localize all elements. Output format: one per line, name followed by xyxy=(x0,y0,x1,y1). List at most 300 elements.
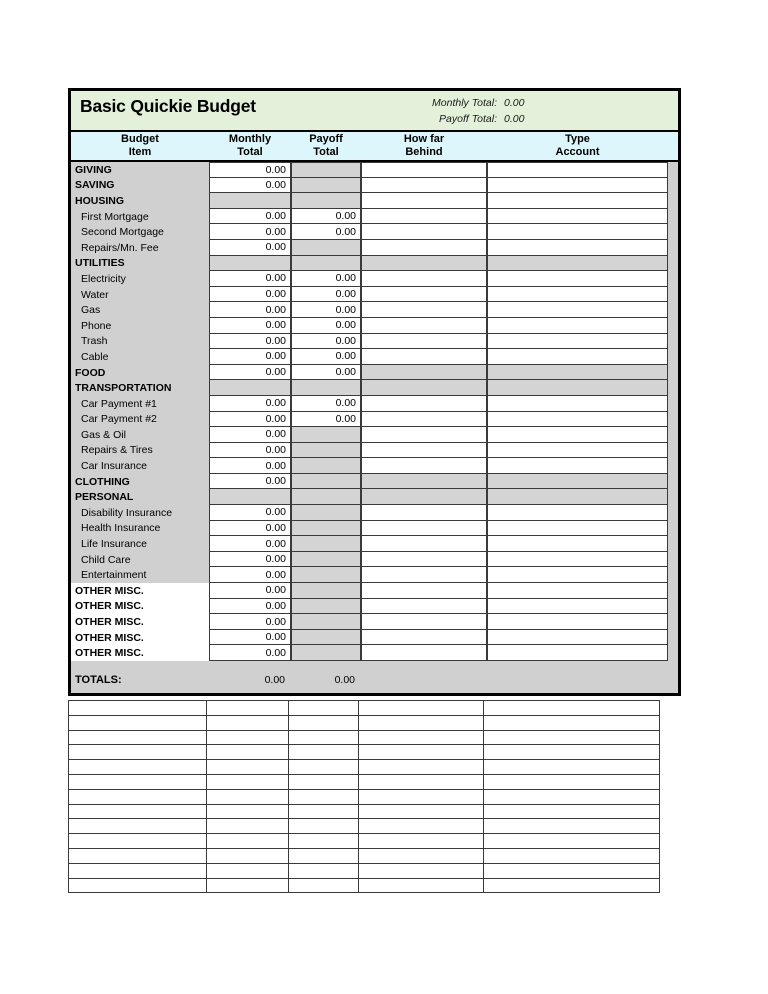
totals-row xyxy=(71,661,678,693)
payoff-total-cell[interactable]: 0.00 xyxy=(291,412,361,428)
blank-cell[interactable] xyxy=(359,790,485,805)
budget-item-label: Cable xyxy=(71,349,209,365)
budget-row[interactable] xyxy=(71,599,678,615)
payoff-total-cell[interactable] xyxy=(291,536,361,552)
budget-row[interactable] xyxy=(71,287,678,303)
payoff-total-cell[interactable] xyxy=(291,240,361,256)
blank-cell[interactable] xyxy=(484,805,660,820)
payoff-total-cell[interactable]: 0.00 xyxy=(291,365,361,381)
blank-cell[interactable] xyxy=(484,775,660,790)
row-spacer xyxy=(668,505,678,521)
blank-cell[interactable] xyxy=(289,701,359,716)
monthly-total-cell[interactable]: 0.00 xyxy=(209,599,291,615)
payoff-total-cell[interactable] xyxy=(291,162,361,178)
row-spacer xyxy=(668,209,678,225)
monthly-total-cell[interactable]: 0.00 xyxy=(209,443,291,459)
blank-cell[interactable] xyxy=(484,745,660,760)
how-far-behind-cell[interactable] xyxy=(361,505,487,521)
row-spacer xyxy=(668,489,678,505)
type-account-cell[interactable] xyxy=(487,178,668,194)
blank-cell[interactable] xyxy=(484,760,660,775)
blank-cell[interactable] xyxy=(359,849,485,864)
monthly-total-cell[interactable]: 0.00 xyxy=(209,224,291,240)
budget-item-label: Electricity xyxy=(71,271,209,287)
type-account-cell[interactable] xyxy=(487,365,668,381)
blank-cell[interactable] xyxy=(69,819,207,834)
how-far-behind-cell[interactable] xyxy=(361,334,487,350)
how-far-behind-cell[interactable] xyxy=(361,599,487,615)
how-far-behind-cell[interactable] xyxy=(361,349,487,365)
budget-row[interactable] xyxy=(71,209,678,225)
how-far-behind-cell[interactable] xyxy=(361,365,487,381)
blank-cell[interactable] xyxy=(69,790,207,805)
monthly-total-cell[interactable]: 0.00 xyxy=(209,349,291,365)
type-account-cell[interactable] xyxy=(487,256,668,272)
how-far-behind-cell[interactable] xyxy=(361,645,487,661)
totals-label: TOTALS: xyxy=(75,674,122,686)
blank-worksheet-grid xyxy=(68,700,660,893)
monthly-total-cell[interactable]: 0.00 xyxy=(209,458,291,474)
type-account-cell[interactable] xyxy=(487,224,668,240)
type-account-cell[interactable] xyxy=(487,536,668,552)
blank-cell[interactable] xyxy=(207,716,289,731)
type-account-cell[interactable] xyxy=(487,458,668,474)
blank-cell[interactable] xyxy=(69,775,207,790)
how-far-behind-cell[interactable] xyxy=(361,583,487,599)
blank-row[interactable] xyxy=(69,701,660,716)
type-account-cell[interactable] xyxy=(487,583,668,599)
blank-cell[interactable] xyxy=(207,731,289,746)
blank-cell[interactable] xyxy=(69,805,207,820)
column-header-type-account xyxy=(487,132,668,160)
blank-row[interactable] xyxy=(69,790,660,805)
type-account-cell[interactable] xyxy=(487,396,668,412)
budget-row[interactable] xyxy=(71,271,678,287)
budget-row[interactable] xyxy=(71,458,678,474)
type-account-cell[interactable] xyxy=(487,318,668,334)
payoff-total-cell[interactable] xyxy=(291,380,361,396)
row-spacer xyxy=(668,630,678,646)
payoff-total-value: 0.00 xyxy=(504,113,525,125)
payoff-total-cell[interactable] xyxy=(291,645,361,661)
monthly-total-cell[interactable]: 0.00 xyxy=(209,334,291,350)
budget-row[interactable] xyxy=(71,536,678,552)
monthly-total-cell[interactable]: 0.00 xyxy=(209,162,291,178)
monthly-total-cell[interactable]: 0.00 xyxy=(209,583,291,599)
blank-cell[interactable] xyxy=(359,864,485,879)
how-far-behind-cell[interactable] xyxy=(361,458,487,474)
blank-cell[interactable] xyxy=(69,834,207,849)
type-account-cell[interactable] xyxy=(487,489,668,505)
monthly-total-cell[interactable]: 0.00 xyxy=(209,287,291,303)
how-far-behind-cell[interactable] xyxy=(361,396,487,412)
how-far-behind-cell[interactable] xyxy=(361,443,487,459)
blank-cell[interactable] xyxy=(359,805,485,820)
payoff-total-cell[interactable]: 0.00 xyxy=(291,334,361,350)
budget-item-label: OTHER MISC. xyxy=(71,645,209,661)
how-far-behind-cell[interactable] xyxy=(361,287,487,303)
blank-cell[interactable] xyxy=(484,790,660,805)
blank-cell[interactable] xyxy=(359,731,485,746)
type-account-cell[interactable] xyxy=(487,443,668,459)
row-spacer xyxy=(668,614,678,630)
budget-item-label: Entertainment xyxy=(71,567,209,583)
monthly-total-cell[interactable]: 0.00 xyxy=(209,630,291,646)
blank-cell[interactable] xyxy=(289,879,359,894)
summary-totals xyxy=(389,95,639,127)
blank-cell[interactable] xyxy=(69,760,207,775)
how-far-behind-cell[interactable] xyxy=(361,536,487,552)
row-spacer xyxy=(668,443,678,459)
how-far-behind-cell[interactable] xyxy=(361,240,487,256)
type-account-cell[interactable] xyxy=(487,209,668,225)
monthly-total-cell[interactable]: 0.00 xyxy=(209,318,291,334)
how-far-behind-cell[interactable] xyxy=(361,318,487,334)
blank-row[interactable] xyxy=(69,760,660,775)
type-account-cell[interactable] xyxy=(487,334,668,350)
blank-cell[interactable] xyxy=(359,701,485,716)
row-spacer xyxy=(668,458,678,474)
monthly-total-cell[interactable] xyxy=(209,256,291,272)
how-far-behind-cell[interactable] xyxy=(361,489,487,505)
how-far-behind-cell[interactable] xyxy=(361,567,487,583)
row-spacer xyxy=(668,193,678,209)
row-spacer xyxy=(668,427,678,443)
budget-row[interactable] xyxy=(71,162,678,178)
budget-item-label: Second Mortgage xyxy=(71,224,209,240)
monthly-total-cell[interactable]: 0.00 xyxy=(209,614,291,630)
how-far-behind-cell[interactable] xyxy=(361,162,487,178)
type-account-cell[interactable] xyxy=(487,302,668,318)
blank-cell[interactable] xyxy=(207,834,289,849)
budget-row[interactable] xyxy=(71,567,678,583)
budget-row[interactable] xyxy=(71,256,678,272)
blank-cell[interactable] xyxy=(207,849,289,864)
type-account-cell[interactable] xyxy=(487,552,668,568)
blank-cell[interactable] xyxy=(484,731,660,746)
blank-row[interactable] xyxy=(69,819,660,834)
blank-cell[interactable] xyxy=(207,775,289,790)
column-header-line1: Monthly xyxy=(228,132,272,145)
monthly-total-cell[interactable]: 0.00 xyxy=(209,271,291,287)
monthly-total-cell[interactable] xyxy=(209,193,291,209)
blank-cell[interactable] xyxy=(289,819,359,834)
budget-item-label: Water xyxy=(71,287,209,303)
blank-cell[interactable] xyxy=(359,775,485,790)
row-spacer xyxy=(668,396,678,412)
row-spacer xyxy=(668,380,678,396)
how-far-behind-cell[interactable] xyxy=(361,521,487,537)
row-spacer xyxy=(668,302,678,318)
blank-cell[interactable] xyxy=(484,864,660,879)
monthly-total-cell[interactable]: 0.00 xyxy=(209,412,291,428)
budget-rows xyxy=(71,162,678,661)
monthly-total-cell[interactable]: 0.00 xyxy=(209,645,291,661)
how-far-behind-cell[interactable] xyxy=(361,380,487,396)
blank-cell[interactable] xyxy=(69,701,207,716)
budget-row[interactable] xyxy=(71,583,678,599)
type-account-cell[interactable] xyxy=(487,474,668,490)
blank-cell[interactable] xyxy=(289,834,359,849)
payoff-total-cell[interactable] xyxy=(291,178,361,194)
blank-row[interactable] xyxy=(69,834,660,849)
column-header-spacer xyxy=(668,132,678,160)
how-far-behind-cell[interactable] xyxy=(361,209,487,225)
monthly-total-cell[interactable]: 0.00 xyxy=(209,521,291,537)
blank-cell[interactable] xyxy=(359,879,485,894)
payoff-total-cell[interactable]: 0.00 xyxy=(291,349,361,365)
row-spacer xyxy=(668,552,678,568)
row-spacer xyxy=(668,287,678,303)
row-spacer xyxy=(668,349,678,365)
budget-item-label: FOOD xyxy=(71,365,209,381)
blank-row[interactable] xyxy=(69,805,660,820)
budget-row[interactable] xyxy=(71,412,678,428)
blank-cell[interactable] xyxy=(207,864,289,879)
budget-row[interactable] xyxy=(71,349,678,365)
column-header-payoff-total xyxy=(291,132,361,160)
totals-payoff-value: 0.00 xyxy=(334,674,355,686)
payoff-total-cell[interactable] xyxy=(291,489,361,505)
payoff-total-cell[interactable] xyxy=(291,427,361,443)
payoff-total-cell[interactable]: 0.00 xyxy=(291,396,361,412)
column-header-budget-item xyxy=(71,132,209,160)
blank-cell[interactable] xyxy=(359,819,485,834)
type-account-cell[interactable] xyxy=(487,412,668,428)
payoff-total-cell[interactable] xyxy=(291,567,361,583)
payoff-total-cell[interactable] xyxy=(291,458,361,474)
how-far-behind-cell[interactable] xyxy=(361,256,487,272)
budget-row[interactable] xyxy=(71,240,678,256)
how-far-behind-cell[interactable] xyxy=(361,302,487,318)
payoff-total-cell[interactable] xyxy=(291,583,361,599)
budget-row[interactable] xyxy=(71,614,678,630)
row-spacer xyxy=(668,162,678,178)
blank-cell[interactable] xyxy=(359,834,485,849)
payoff-total-cell[interactable] xyxy=(291,256,361,272)
blank-cell[interactable] xyxy=(359,760,485,775)
row-spacer xyxy=(668,536,678,552)
type-account-cell[interactable] xyxy=(487,193,668,209)
budget-row[interactable] xyxy=(71,505,678,521)
budget-item-label: Gas xyxy=(71,302,209,318)
column-header-monthly-total xyxy=(209,132,291,160)
monthly-total-cell[interactable]: 0.00 xyxy=(209,209,291,225)
type-account-cell[interactable] xyxy=(487,614,668,630)
budget-row[interactable] xyxy=(71,474,678,490)
payoff-total-cell[interactable] xyxy=(291,521,361,537)
budget-row[interactable] xyxy=(71,489,678,505)
blank-cell[interactable] xyxy=(484,716,660,731)
row-spacer xyxy=(668,412,678,428)
blank-cell[interactable] xyxy=(289,864,359,879)
blank-row[interactable] xyxy=(69,864,660,879)
row-spacer xyxy=(668,224,678,240)
budget-item-label: UTILITIES xyxy=(71,256,209,272)
budget-row[interactable] xyxy=(71,365,678,381)
payoff-total-cell[interactable] xyxy=(291,552,361,568)
budget-row[interactable] xyxy=(71,443,678,459)
monthly-total-cell[interactable]: 0.00 xyxy=(209,536,291,552)
blank-row[interactable] xyxy=(69,849,660,864)
budget-row[interactable] xyxy=(71,427,678,443)
monthly-total-cell[interactable]: 0.00 xyxy=(209,178,291,194)
budget-row[interactable] xyxy=(71,380,678,396)
blank-cell[interactable] xyxy=(69,745,207,760)
column-header-line2: Total xyxy=(237,146,263,158)
blank-cell[interactable] xyxy=(289,745,359,760)
how-far-behind-cell[interactable] xyxy=(361,474,487,490)
how-far-behind-cell[interactable] xyxy=(361,224,487,240)
payoff-total-cell[interactable] xyxy=(291,614,361,630)
type-account-cell[interactable] xyxy=(487,271,668,287)
type-account-cell[interactable] xyxy=(487,287,668,303)
blank-cell[interactable] xyxy=(359,745,485,760)
column-header-line2: Account xyxy=(555,146,600,158)
monthly-total-cell[interactable]: 0.00 xyxy=(209,365,291,381)
blank-cell[interactable] xyxy=(289,775,359,790)
type-account-cell[interactable] xyxy=(487,380,668,396)
blank-cell[interactable] xyxy=(359,716,485,731)
budget-row[interactable] xyxy=(71,178,678,194)
type-account-cell[interactable] xyxy=(487,162,668,178)
type-account-cell[interactable] xyxy=(487,599,668,615)
budget-row[interactable] xyxy=(71,396,678,412)
budget-item-label: OTHER MISC. xyxy=(71,630,209,646)
budget-row[interactable] xyxy=(71,318,678,334)
blank-cell[interactable] xyxy=(289,790,359,805)
budget-item-label: GIVING xyxy=(71,162,209,178)
blank-cell[interactable] xyxy=(207,745,289,760)
blank-row[interactable] xyxy=(69,731,660,746)
blank-cell[interactable] xyxy=(207,879,289,894)
blank-cell[interactable] xyxy=(207,701,289,716)
blank-cell[interactable] xyxy=(289,731,359,746)
budget-row[interactable] xyxy=(71,552,678,568)
payoff-total-cell[interactable] xyxy=(291,443,361,459)
how-far-behind-cell[interactable] xyxy=(361,552,487,568)
payoff-total-cell[interactable]: 0.00 xyxy=(291,209,361,225)
monthly-total-cell[interactable]: 0.00 xyxy=(209,505,291,521)
budget-item-label: Life Insurance xyxy=(71,536,209,552)
how-far-behind-cell[interactable] xyxy=(361,630,487,646)
blank-row[interactable] xyxy=(69,716,660,731)
how-far-behind-cell[interactable] xyxy=(361,178,487,194)
monthly-total-cell[interactable]: 0.00 xyxy=(209,567,291,583)
payoff-total-cell[interactable] xyxy=(291,630,361,646)
how-far-behind-cell[interactable] xyxy=(361,614,487,630)
type-account-cell[interactable] xyxy=(487,505,668,521)
budget-row[interactable] xyxy=(71,645,678,661)
budget-item-label: Child Care xyxy=(71,552,209,568)
payoff-total-cell[interactable]: 0.00 xyxy=(291,271,361,287)
blank-cell[interactable] xyxy=(484,849,660,864)
type-account-cell[interactable] xyxy=(487,349,668,365)
blank-cell[interactable] xyxy=(484,834,660,849)
column-header-line2: Behind xyxy=(405,146,443,158)
row-spacer xyxy=(668,365,678,381)
blank-cell[interactable] xyxy=(484,819,660,834)
type-account-cell[interactable] xyxy=(487,630,668,646)
blank-cell[interactable] xyxy=(207,790,289,805)
blank-cell[interactable] xyxy=(289,849,359,864)
monthly-total-cell[interactable] xyxy=(209,380,291,396)
budget-row[interactable] xyxy=(71,302,678,318)
monthly-total-cell[interactable]: 0.00 xyxy=(209,302,291,318)
row-spacer xyxy=(668,645,678,661)
payoff-total-cell[interactable]: 0.00 xyxy=(291,302,361,318)
type-account-cell[interactable] xyxy=(487,521,668,537)
column-header-line1: Budget xyxy=(121,132,159,145)
payoff-total-cell[interactable]: 0.00 xyxy=(291,287,361,303)
blank-cell[interactable] xyxy=(289,760,359,775)
payoff-total-label: Payoff Total: xyxy=(439,113,497,125)
blank-cell[interactable] xyxy=(484,879,660,894)
blank-cell[interactable] xyxy=(69,849,207,864)
blank-cell[interactable] xyxy=(207,819,289,834)
page-title: Basic Quickie Budget xyxy=(80,96,256,116)
how-far-behind-cell[interactable] xyxy=(361,427,487,443)
row-spacer xyxy=(668,318,678,334)
how-far-behind-cell[interactable] xyxy=(361,412,487,428)
blank-cell[interactable] xyxy=(69,879,207,894)
blank-cell[interactable] xyxy=(69,716,207,731)
monthly-total-cell[interactable]: 0.00 xyxy=(209,396,291,412)
payoff-total-cell[interactable] xyxy=(291,505,361,521)
column-header-line2: Total xyxy=(313,146,339,158)
payoff-total-cell[interactable]: 0.00 xyxy=(291,224,361,240)
budget-item-label: OTHER MISC. xyxy=(71,583,209,599)
type-account-cell[interactable] xyxy=(487,427,668,443)
payoff-total-cell[interactable] xyxy=(291,474,361,490)
monthly-total-cell[interactable]: 0.00 xyxy=(209,474,291,490)
type-account-cell[interactable] xyxy=(487,567,668,583)
type-account-cell[interactable] xyxy=(487,240,668,256)
blank-cell[interactable] xyxy=(207,760,289,775)
payoff-total-cell[interactable] xyxy=(291,193,361,209)
blank-cell[interactable] xyxy=(289,805,359,820)
budget-row[interactable] xyxy=(71,521,678,537)
row-spacer xyxy=(668,474,678,490)
blank-cell[interactable] xyxy=(69,864,207,879)
monthly-total-cell[interactable]: 0.00 xyxy=(209,427,291,443)
payoff-total-cell[interactable]: 0.00 xyxy=(291,318,361,334)
how-far-behind-cell[interactable] xyxy=(361,271,487,287)
blank-cell[interactable] xyxy=(289,716,359,731)
budget-row[interactable] xyxy=(71,630,678,646)
blank-cell[interactable] xyxy=(69,731,207,746)
budget-item-label: First Mortgage xyxy=(71,209,209,225)
blank-row[interactable] xyxy=(69,879,660,894)
payoff-total-cell[interactable] xyxy=(291,599,361,615)
type-account-cell[interactable] xyxy=(487,645,668,661)
blank-cell[interactable] xyxy=(484,701,660,716)
column-header-line1: How far xyxy=(403,132,445,145)
column-header-how-far-behind xyxy=(361,132,487,160)
budget-row[interactable] xyxy=(71,193,678,209)
monthly-total-cell[interactable] xyxy=(209,489,291,505)
row-spacer xyxy=(668,271,678,287)
blank-row[interactable] xyxy=(69,775,660,790)
budget-item-label: PERSONAL xyxy=(71,489,209,505)
how-far-behind-cell[interactable] xyxy=(361,193,487,209)
budget-row[interactable] xyxy=(71,334,678,350)
blank-row[interactable] xyxy=(69,745,660,760)
monthly-total-cell[interactable]: 0.00 xyxy=(209,240,291,256)
budget-row[interactable] xyxy=(71,224,678,240)
blank-cell[interactable] xyxy=(207,805,289,820)
monthly-total-cell[interactable]: 0.00 xyxy=(209,552,291,568)
